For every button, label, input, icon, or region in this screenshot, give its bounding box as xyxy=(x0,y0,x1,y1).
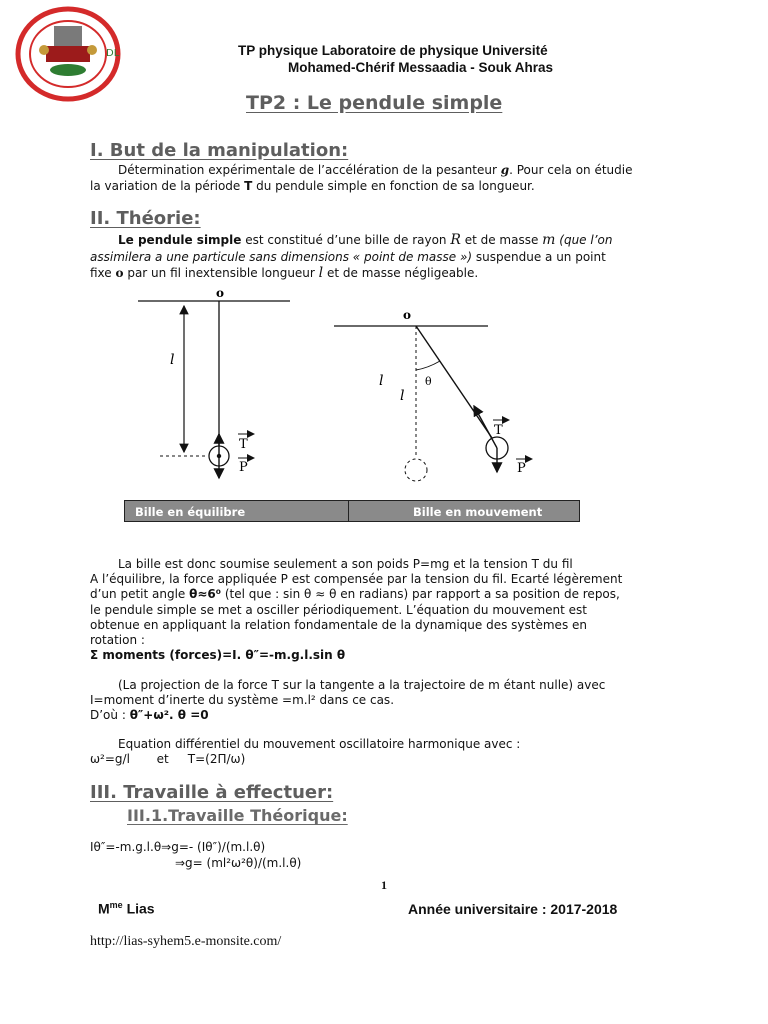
length-label-right-1: l xyxy=(379,373,384,389)
symbol-l: l xyxy=(318,265,324,281)
body-line-2: A l’équilibre, la force appliquée P est compensée par la tension du fil. Ecarté légèrement xyxy=(90,572,623,586)
section-2-line-3 xyxy=(90,266,478,282)
text: fixe xyxy=(90,266,116,280)
pendulum-diagram xyxy=(120,282,600,497)
symbol-g: g xyxy=(500,163,510,177)
equation-g-2: ⇒g= (ml²ω²θ)/(m.l.θ) xyxy=(175,856,302,870)
equation-motion: θ″+ω². θ =0 xyxy=(129,708,209,722)
text: la variation de la période xyxy=(90,179,245,193)
body-line-6: rotation : xyxy=(90,633,145,647)
angle-value: θ≈6⁰ xyxy=(189,587,222,601)
section-1-heading: I. But de la manipulation: xyxy=(90,140,349,161)
body-line-10 xyxy=(90,708,209,724)
academic-year: Année universitaire : 2017-2018 xyxy=(408,901,618,917)
section-3-1-heading: III.1.Travaille Théorique: xyxy=(127,806,348,825)
text: (que l’on xyxy=(555,233,613,247)
length-label-left: l xyxy=(170,352,175,368)
section-1-line-1 xyxy=(118,163,633,179)
header-line-1: TP physique Laboratoire de physique Université xyxy=(238,43,548,58)
caption-movement-cell xyxy=(349,501,579,521)
text: par un fil inextensible longueur xyxy=(123,266,319,280)
text: du pendule simple en fonction de sa longueur. xyxy=(252,179,535,193)
weight-label-right: P xyxy=(517,461,526,476)
body-line-12: ω²=g/l et T=(2Π/ω) xyxy=(90,752,246,766)
text: . Pour cela on étudie xyxy=(509,163,633,177)
page-number: 1 xyxy=(381,878,387,892)
text: (tel que : sin θ ≈ θ en radians) par rapport a sa position de repos, xyxy=(221,587,620,601)
body-line-9: I=moment d’inerte du système =m.l² dans ce cas. xyxy=(90,693,395,707)
angle-arc xyxy=(416,361,440,370)
pivot-o-left: o xyxy=(216,286,225,300)
text: Détermination expérimentale de l’accélération de la pesanteur xyxy=(118,163,501,177)
symbol-R: R xyxy=(450,232,461,248)
term: Le pendule simple xyxy=(118,233,242,247)
symbol-m: m xyxy=(542,232,556,248)
page-title: TP2 : Le pendule simple xyxy=(246,92,503,114)
text: et de masse xyxy=(460,233,543,247)
body-line-11: Equation différentiel du mouvement oscillatoire harmonique avec : xyxy=(118,737,521,751)
section-1-line-2 xyxy=(90,179,535,195)
equation-moments: Σ moments (forces)=I. θ″=-m.g.l.sin θ xyxy=(90,648,346,662)
section-2-heading: II. Théorie: xyxy=(90,208,201,229)
text: M xyxy=(98,900,110,917)
section-3-heading: III. Travaille à effectuer: xyxy=(90,782,334,803)
symbol-T: T xyxy=(244,179,253,193)
text: assimilera a une particule sans dimensions « point de masse ») xyxy=(90,250,473,264)
pivot-o-right: o xyxy=(403,308,412,322)
text: suspendue a un point xyxy=(472,250,606,264)
text: Lias xyxy=(122,900,155,917)
header-line-2: Mohamed-Chérif Messaadia - Souk Ahras xyxy=(288,60,554,75)
section-2-line-2 xyxy=(90,250,606,266)
body-line-1: La bille est donc soumise seulement a son poids P=mg et la tension T du fil xyxy=(118,557,573,571)
rest-bob-right xyxy=(405,459,427,481)
caption-equilibrium: Bille en équilibre xyxy=(135,505,246,519)
svg-text:DL: DL xyxy=(106,48,120,59)
text: est constitué d’une bille de rayon xyxy=(241,233,451,247)
university-logo xyxy=(10,4,136,110)
section-2-line-1 xyxy=(118,233,612,249)
body-line-5: obtenue en appliquant la relation fondamentale de la dynamique des systèmes en xyxy=(90,618,587,632)
body-line-8: (La projection de la force T sur la tangente a la trajectoire de m étant nulle) avec xyxy=(118,678,606,692)
author xyxy=(98,900,155,917)
length-label-right-2: l xyxy=(400,388,405,404)
angle-theta: θ xyxy=(425,375,432,388)
website-link[interactable]: http://lias-syhem5.e-monsite.com/ xyxy=(90,934,282,949)
equation-g-1: Iθ″=-m.g.l.θ⇒g=- (Iθ″)/(m.l.θ) xyxy=(90,840,266,854)
symbol-o: o xyxy=(115,266,124,280)
body-line-4: le pendule simple se met a osciller périodiquement. L’équation du mouvement est xyxy=(90,603,587,617)
tension-label-right: T xyxy=(494,423,503,438)
weight-label-left: P xyxy=(239,460,248,475)
body-line-3 xyxy=(90,587,620,603)
caption-equilibrium-cell xyxy=(125,501,349,521)
figure-caption-bar xyxy=(124,500,580,522)
text: d’un petit angle xyxy=(90,587,190,601)
text: et de masse négligeable. xyxy=(323,266,479,280)
text: D’où : xyxy=(90,708,130,722)
caption-movement: Bille en mouvement xyxy=(413,505,543,519)
tension-label-left: T xyxy=(239,437,248,452)
text: me xyxy=(109,900,123,910)
